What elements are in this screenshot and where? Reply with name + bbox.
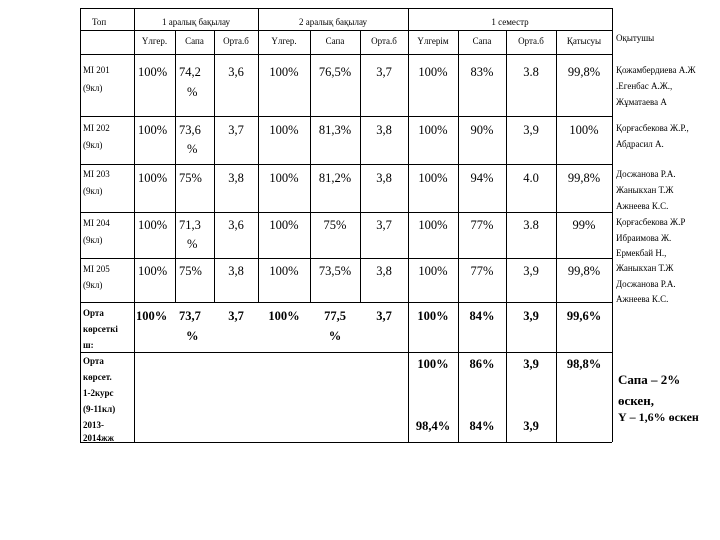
teacher-line: Досжанова Р.А. [616, 279, 676, 289]
sem-pass: 100% [418, 218, 448, 232]
summary-sem-quality: 86% [469, 357, 495, 371]
m2-avg: 3,8 [376, 264, 392, 278]
col-divider [458, 30, 459, 442]
average-label-line: көрсеткі [83, 324, 118, 334]
header-group: Топ [92, 17, 107, 27]
m2-quality: 81,2% [318, 171, 352, 185]
col-divider [175, 30, 176, 302]
sem-pass: 100% [418, 264, 448, 278]
m2-avg: 3,7 [376, 65, 392, 79]
sem-quality: 77% [470, 218, 494, 232]
summary-prev-avg: 3,9 [523, 419, 539, 433]
col-divider [258, 8, 259, 302]
group-code: МІ 204 [83, 218, 110, 228]
summary-label-line: 2013- [83, 420, 104, 430]
subheader-m2-avg: Орта.б [371, 36, 397, 46]
summary-label-line: 1-2курс [83, 388, 114, 398]
m1-pass: 100% [138, 123, 168, 137]
m1-quality: 75% [179, 264, 202, 278]
sem-quality: 94% [470, 171, 494, 185]
summary-prev-quality: 84% [469, 419, 495, 433]
teacher-line: Жұматаева А [616, 97, 667, 107]
teacher-line: Ермекбай Н., [616, 248, 667, 258]
summary-label-line: Орта [83, 356, 104, 366]
sem-avg: 3.8 [523, 218, 539, 232]
sem-attendance: 99,8% [567, 171, 601, 185]
average-label-line: ш: [83, 340, 94, 350]
summary-label-line: көрсет. [83, 372, 112, 382]
subheader-m1-quality: Сапа [185, 36, 204, 46]
teacher-line: .Егенбас А.Ж., [616, 81, 673, 91]
row-divider [80, 54, 612, 55]
m1-avg: 3,8 [228, 171, 244, 185]
subheader-m1-pass: Үлгер. [141, 36, 168, 46]
sem-quality: 83% [470, 65, 494, 79]
row-divider [80, 258, 612, 259]
group-code: МІ 203 [83, 169, 110, 179]
col-divider [556, 30, 557, 442]
sem-attendance: 99% [572, 218, 596, 232]
teacher-line: Ибраимова Ж. [616, 233, 672, 243]
m2-avg: 3,8 [376, 171, 392, 185]
avg-sem-avg: 3,9 [523, 309, 539, 323]
m1-avg: 3,7 [228, 123, 244, 137]
subheader-sem-pass: Үлгерім [417, 36, 449, 46]
header-semester: 1 семестр [491, 17, 529, 27]
m2-quality: 73,5% [318, 264, 352, 278]
avg-m1-avg: 3,7 [228, 309, 244, 323]
row-divider [80, 212, 612, 213]
group-code: МІ 205 [83, 264, 110, 274]
header-teacher: Оқытушы [616, 33, 655, 43]
teacher-line: Жаныкхан Т.Ж [616, 263, 674, 273]
teacher-line: Досжанова Р.А. [616, 169, 676, 179]
teacher-line: Қорғасбекова Ж.Р [616, 217, 686, 227]
avg-sem-pass: 100% [417, 309, 449, 323]
avg-m1-pass: 100% [136, 309, 168, 323]
header-midterm-2: 2 аралық бақылау [298, 17, 367, 27]
m2-pass: 100% [269, 123, 299, 137]
m1-quality: 71,3 [179, 218, 201, 232]
m2-quality: 75% [323, 218, 347, 232]
avg-m1-quality-unit: % [186, 329, 199, 343]
summary-label-line: 2014жж [83, 433, 115, 443]
sem-avg: 3,9 [523, 123, 539, 137]
group-code: МІ 202 [83, 123, 110, 133]
subheader-sem-attendance: Қатысуы [566, 36, 602, 46]
subheader-m2-quality: Сапа [325, 36, 345, 46]
m1-quality-unit: % [187, 85, 198, 99]
m2-quality: 81,3% [318, 123, 352, 137]
group-code: МІ 201 [83, 65, 110, 75]
avg-m1-quality: 73,7 [179, 309, 201, 323]
sem-pass: 100% [418, 65, 448, 79]
m1-avg: 3,6 [228, 218, 244, 232]
sem-attendance: 100% [569, 123, 599, 137]
m2-quality: 76,5% [318, 65, 352, 79]
teacher-line: Абдрасил А. [616, 139, 664, 149]
m2-avg: 3,7 [376, 218, 392, 232]
m2-pass: 100% [269, 218, 299, 232]
avg-m2-avg: 3,7 [376, 309, 392, 323]
sem-avg: 3.8 [523, 65, 539, 79]
growth-note-line: Сапа – 2% [618, 372, 681, 387]
growth-note-line: Ү – 1,6% өскен [618, 410, 699, 424]
summary-sem-attendance: 98,8% [566, 357, 602, 371]
m2-pass: 100% [269, 171, 299, 185]
summary-label-line: (9-11кл) [83, 404, 116, 414]
subheader-m2-pass: Үлгер. [271, 36, 297, 46]
col-divider [612, 8, 613, 442]
table-border-top [80, 8, 612, 9]
sem-avg: 4.0 [523, 171, 539, 185]
summary-sem-avg: 3,9 [523, 357, 539, 371]
summary-sem-pass: 100% [417, 357, 449, 371]
teacher-line: Қожамбердиева А.Ж [616, 65, 696, 75]
m1-pass: 100% [138, 264, 168, 278]
row-divider [80, 164, 612, 165]
m1-quality: 73,6 [179, 123, 201, 137]
group-grade: (9кл) [83, 235, 103, 245]
m1-quality-unit: % [187, 237, 198, 251]
avg-sem-quality: 84% [469, 309, 495, 323]
m2-pass: 100% [269, 264, 299, 278]
sem-quality: 77% [470, 264, 494, 278]
sem-attendance: 99,8% [567, 65, 601, 79]
m1-pass: 100% [138, 171, 168, 185]
header-midterm-1: 1 аралық бақылау [161, 17, 230, 27]
sem-pass: 100% [418, 123, 448, 137]
row-divider [80, 116, 612, 117]
m1-pass: 100% [138, 65, 168, 79]
teacher-line: Қорғасбекова Ж.Р., [616, 123, 689, 133]
col-divider [80, 8, 81, 442]
group-grade: (9кл) [83, 280, 103, 290]
m1-avg: 3,6 [228, 65, 244, 79]
sem-quality: 90% [470, 123, 494, 137]
avg-m2-quality-unit: % [328, 329, 342, 343]
teacher-line: Ажнеева К.С. [616, 201, 669, 211]
table-border-bottom [80, 442, 612, 443]
row-divider [80, 352, 612, 353]
col-divider [134, 8, 135, 442]
row-divider [80, 30, 612, 31]
sem-avg: 3,9 [523, 264, 539, 278]
group-grade: (9кл) [83, 83, 103, 93]
avg-m2-pass: 100% [268, 309, 300, 323]
avg-sem-attendance: 99,6% [566, 309, 602, 323]
col-divider [506, 30, 507, 442]
m1-quality-unit: % [187, 142, 198, 156]
m1-avg: 3,8 [228, 264, 244, 278]
group-grade: (9кл) [83, 140, 103, 150]
avg-m2-quality: 77,5 [324, 309, 346, 323]
subheader-m1-avg: Орта.б [223, 36, 249, 46]
m1-quality: 75% [179, 171, 202, 185]
sem-pass: 100% [418, 171, 448, 185]
m1-quality: 74,2 [179, 65, 201, 79]
subheader-sem-avg: Орта.б [518, 36, 544, 46]
subheader-sem-quality: Сапа [472, 36, 492, 46]
m1-pass: 100% [138, 218, 168, 232]
average-label-line: Орта [83, 308, 104, 318]
sem-attendance: 99,8% [567, 264, 601, 278]
teacher-line: Ажнеева К.С. [616, 294, 669, 304]
m2-avg: 3,8 [376, 123, 392, 137]
summary-prev-pass: 98,4% [415, 419, 451, 433]
row-divider [80, 302, 612, 303]
teacher-line: Жаныкхан Т.Ж [616, 185, 674, 195]
m2-pass: 100% [269, 65, 299, 79]
growth-note-line: өскен, [618, 393, 654, 408]
group-grade: (9кл) [83, 186, 103, 196]
